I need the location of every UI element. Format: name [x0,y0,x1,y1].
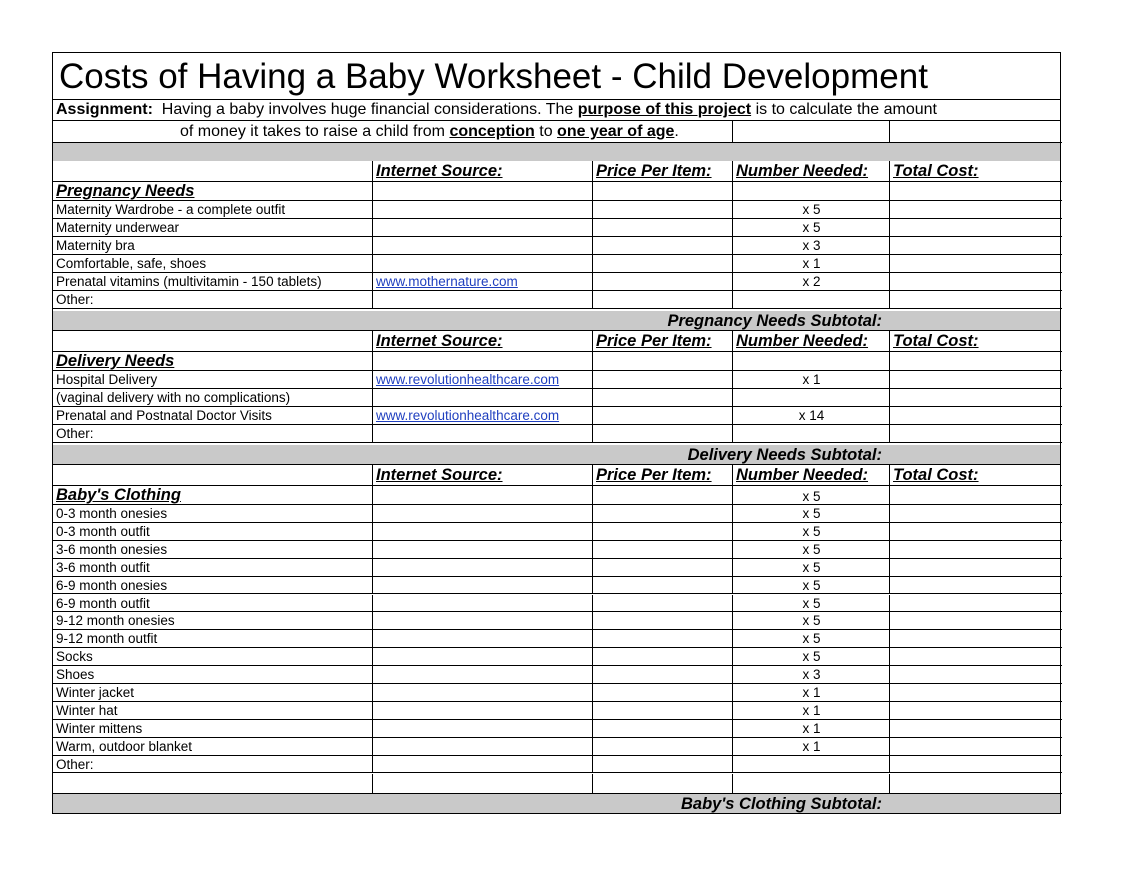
table-row [53,720,1060,738]
source-cell[interactable] [373,648,593,666]
table-row [53,612,1060,630]
total-cell[interactable] [890,541,1062,559]
assignment-text-2: of money it takes to raise a child from conception to one year of age. [180,123,679,140]
table-row [53,505,1060,523]
source-cell[interactable] [373,505,593,523]
price-cell[interactable] [593,237,733,255]
item-name: (vaginal delivery with no complications) [56,390,291,405]
table-row [53,425,1060,443]
total-cell[interactable] [890,577,1062,595]
number-cell[interactable] [733,182,890,201]
number-needed: x 5 [802,489,821,504]
table-row [53,407,1060,425]
source-cell[interactable] [373,523,593,541]
source-cell[interactable] [373,595,593,613]
source-cell[interactable] [373,702,593,720]
number-needed: x 1 [802,702,821,718]
source-cell[interactable] [373,559,593,577]
header-total-cost: Total Cost: [893,332,979,350]
number-cell[interactable] [733,291,890,309]
item-cell[interactable] [53,756,373,774]
total-cell[interactable] [890,720,1062,738]
price-cell[interactable] [593,425,733,443]
number-needed: x 5 [802,202,821,217]
section-title-clothing: Baby's Clothing [56,486,181,504]
number-needed: x 3 [802,667,821,683]
number-needed: x 5 [802,220,821,235]
source-cell[interactable] [373,756,593,774]
number-needed: x 1 [802,685,821,700]
item-name: Maternity underwear [56,220,180,235]
table-row [53,559,1060,577]
assignment-line-1 [53,100,1060,121]
table-row [53,684,1060,702]
item-cell[interactable] [53,648,373,666]
price-cell[interactable] [593,407,733,425]
number-needed: x 5 [802,506,821,521]
source-cell[interactable] [373,182,593,201]
section-title-pregnancy: Pregnancy Needs [56,182,195,200]
source-cell[interactable] [373,738,593,756]
source-cell[interactable] [373,291,593,309]
price-cell[interactable] [593,756,733,774]
number-needed: x 5 [802,595,821,611]
table-row [53,595,1060,613]
page-title: Costs of Having a Baby Worksheet - Child Development [53,53,1060,100]
item-name: 6-9 month outfit [56,595,150,611]
total-cell[interactable] [890,684,1062,702]
header-price-per-item: Price Per Item: [596,332,712,350]
number-needed: x 1 [802,372,821,387]
spacer-band [53,143,1060,161]
number-cell[interactable] [733,774,890,795]
source-cell[interactable] [373,201,593,219]
number-needed: x 3 [802,238,821,253]
number-cell[interactable] [733,425,890,443]
table-row [53,523,1060,541]
number-cell[interactable] [733,389,890,407]
price-cell[interactable] [593,702,733,720]
table-row [53,541,1060,559]
number-cell[interactable] [733,756,890,774]
price-cell[interactable] [593,541,733,559]
table-row [53,666,1060,684]
price-cell[interactable] [593,684,733,702]
price-cell[interactable] [593,389,733,407]
total-cell[interactable] [890,273,1062,291]
assignment-line-2 [53,121,1060,143]
section-title-delivery: Delivery Needs [56,352,175,370]
total-cell[interactable] [890,371,1062,389]
price-cell[interactable] [593,273,733,291]
item-name: Other: [56,292,94,307]
header-number-needed: Number Needed: [736,162,869,180]
price-cell[interactable] [593,486,733,505]
column-header-row-1 [53,161,1060,182]
item-name: 3-6 month onesies [56,541,168,557]
total-cell[interactable] [890,486,1062,505]
item-name: 9-12 month onesies [56,613,175,629]
source-cell[interactable] [373,630,593,648]
assignment-label: Assignment: [56,101,153,118]
source-cell[interactable] [373,486,593,505]
table-row [53,219,1060,237]
total-cell[interactable] [890,595,1062,613]
subtotal-label-delivery: Delivery Needs Subtotal: [687,446,882,464]
total-cell[interactable] [890,612,1062,630]
number-needed: x 14 [798,408,825,423]
price-cell[interactable] [593,201,733,219]
price-cell[interactable] [593,182,733,201]
total-cell[interactable] [890,505,1062,523]
number-needed: x 5 [802,631,821,647]
source-cell[interactable] [373,684,593,702]
table-row [53,630,1060,648]
price-cell[interactable] [593,219,733,237]
price-cell[interactable] [593,738,733,756]
total-cell[interactable] [890,523,1062,541]
header-internet-source: Internet Source: [376,466,503,484]
total-cell[interactable] [890,648,1062,666]
header-price-per-item: Price Per Item: [596,162,712,180]
item-name: Other: [56,426,94,441]
source-cell[interactable] [373,352,593,371]
price-cell[interactable] [593,630,733,648]
table-row [53,648,1060,666]
table-row [53,389,1060,407]
source-cell[interactable] [373,577,593,595]
header-total-cost: Total Cost: [893,466,979,484]
table-row [53,702,1060,720]
subtotal-row-clothing [53,794,1060,814]
price-cell[interactable] [593,371,733,389]
item-name: Warm, outdoor blanket [56,738,193,754]
total-cell[interactable] [890,182,1062,201]
source-cell[interactable] [373,389,593,407]
table-row [53,255,1060,273]
source-link[interactable]: www.revolutionhealthcare.com [376,408,560,423]
total-cell[interactable] [890,201,1062,219]
item-name: Shoes [56,667,95,683]
total-cell[interactable] [890,559,1062,577]
number-needed: x 1 [802,738,821,754]
number-needed: x 5 [802,559,821,575]
item-cell[interactable] [53,291,373,309]
worksheet [52,52,1061,814]
total-cell[interactable] [890,219,1062,237]
item-name: 9-12 month outfit [56,631,158,647]
source-cell[interactable] [373,255,593,273]
item-name: 0-3 month onesies [56,506,168,521]
item-name: 6-9 month onesies [56,577,168,593]
item-name: Prenatal and Postnatal Doctor Visits [56,408,272,423]
header-number-needed: Number Needed: [736,332,869,350]
conception-highlight: conception [449,123,535,140]
item-name: Hospital Delivery [56,372,158,387]
assignment-text-1: Assignment: Having a baby involves huge financial considerations. The purpose of this project is to calculate the amount [56,101,937,118]
table-row [53,756,1060,774]
item-cell[interactable] [53,331,373,352]
table-row [53,738,1060,756]
number-cell[interactable] [733,352,890,371]
table-row [53,291,1060,309]
item-name: Socks [56,649,93,665]
source-cell[interactable] [373,612,593,630]
price-cell[interactable] [593,666,733,684]
price-cell[interactable] [593,255,733,273]
total-cell[interactable] [890,291,1062,309]
header-number-needed: Number Needed: [736,466,869,484]
table-row [53,577,1060,595]
price-cell[interactable] [593,612,733,630]
price-cell[interactable] [593,559,733,577]
total-cell[interactable] [890,255,1062,273]
header-internet-source: Internet Source: [376,162,503,180]
section-title-row [53,352,1060,371]
item-name: Maternity bra [56,238,135,253]
number-needed: x 1 [802,256,821,271]
price-cell[interactable] [593,774,733,795]
item-name: 0-3 month outfit [56,523,150,539]
column-header-row-3 [53,465,1060,486]
price-cell[interactable] [593,577,733,595]
item-cell[interactable] [53,774,373,795]
total-cell[interactable] [890,756,1062,774]
price-cell[interactable] [593,720,733,738]
item-cell[interactable] [53,465,373,486]
purpose-highlight: purpose of this project [577,101,752,118]
source-cell[interactable] [373,720,593,738]
item-cell[interactable] [53,161,373,182]
item-name: Comfortable, safe, shoes [56,256,207,271]
header-internet-source: Internet Source: [376,332,503,350]
header-total-cost: Total Cost: [893,162,979,180]
source-cell[interactable] [373,425,593,443]
source-cell[interactable] [373,541,593,559]
item-name: Prenatal vitamins (multivitamin - 150 tablets) [56,274,322,289]
price-cell[interactable] [593,595,733,613]
subtotal-row-pregnancy [53,311,1060,331]
number-needed: x 5 [802,541,821,557]
item-name: Winter mittens [56,720,143,736]
item-name: Winter jacket [56,685,135,700]
number-needed: x 1 [802,720,821,736]
source-cell[interactable] [373,219,593,237]
subtotal-row-delivery [53,445,1060,465]
total-cell[interactable] [890,774,1062,795]
source-cell[interactable] [373,774,593,795]
price-cell[interactable] [593,352,733,371]
item-name: Other: [56,756,94,772]
blank-row [53,774,1060,795]
table-row [53,273,1060,291]
price-cell[interactable] [593,523,733,541]
table-row [53,237,1060,255]
total-cell[interactable] [890,237,1062,255]
item-name: Maternity Wardrobe - a complete outfit [56,202,286,217]
one-year-highlight: one year of age [557,123,675,140]
item-cell[interactable] [53,425,373,443]
total-cell[interactable] [890,425,1062,443]
subtotal-label-pregnancy: Pregnancy Needs Subtotal: [667,312,882,330]
total-cell[interactable] [890,738,1062,756]
section-title-row [53,486,1060,505]
total-cell[interactable] [890,389,1062,407]
header-price-per-item: Price Per Item: [596,466,712,484]
total-cell[interactable] [890,666,1062,684]
item-name: 3-6 month outfit [56,559,150,575]
number-needed: x 2 [802,274,821,289]
source-cell[interactable] [373,666,593,684]
column-header-row-2 [53,331,1060,352]
number-needed: x 5 [802,523,821,539]
table-row [53,201,1060,219]
item-cell[interactable] [53,666,373,684]
total-cell[interactable] [890,630,1062,648]
number-needed: x 5 [802,613,821,629]
source-link[interactable]: www.revolutionhealthcare.com [376,372,560,387]
price-cell[interactable] [593,648,733,666]
item-name: Winter hat [56,702,118,718]
section-title-row [53,182,1060,201]
subtotal-label-clothing: Baby's Clothing Subtotal: [681,795,882,813]
total-cell[interactable] [890,352,1062,371]
number-needed: x 5 [802,649,821,665]
total-cell[interactable] [890,702,1062,720]
source-link[interactable]: www.mothernature.com [376,274,518,289]
total-cell[interactable] [890,407,1062,425]
table-row [53,371,1060,389]
price-cell[interactable] [593,291,733,309]
number-needed: x 5 [802,577,821,593]
source-cell[interactable] [373,237,593,255]
price-cell[interactable] [593,505,733,523]
